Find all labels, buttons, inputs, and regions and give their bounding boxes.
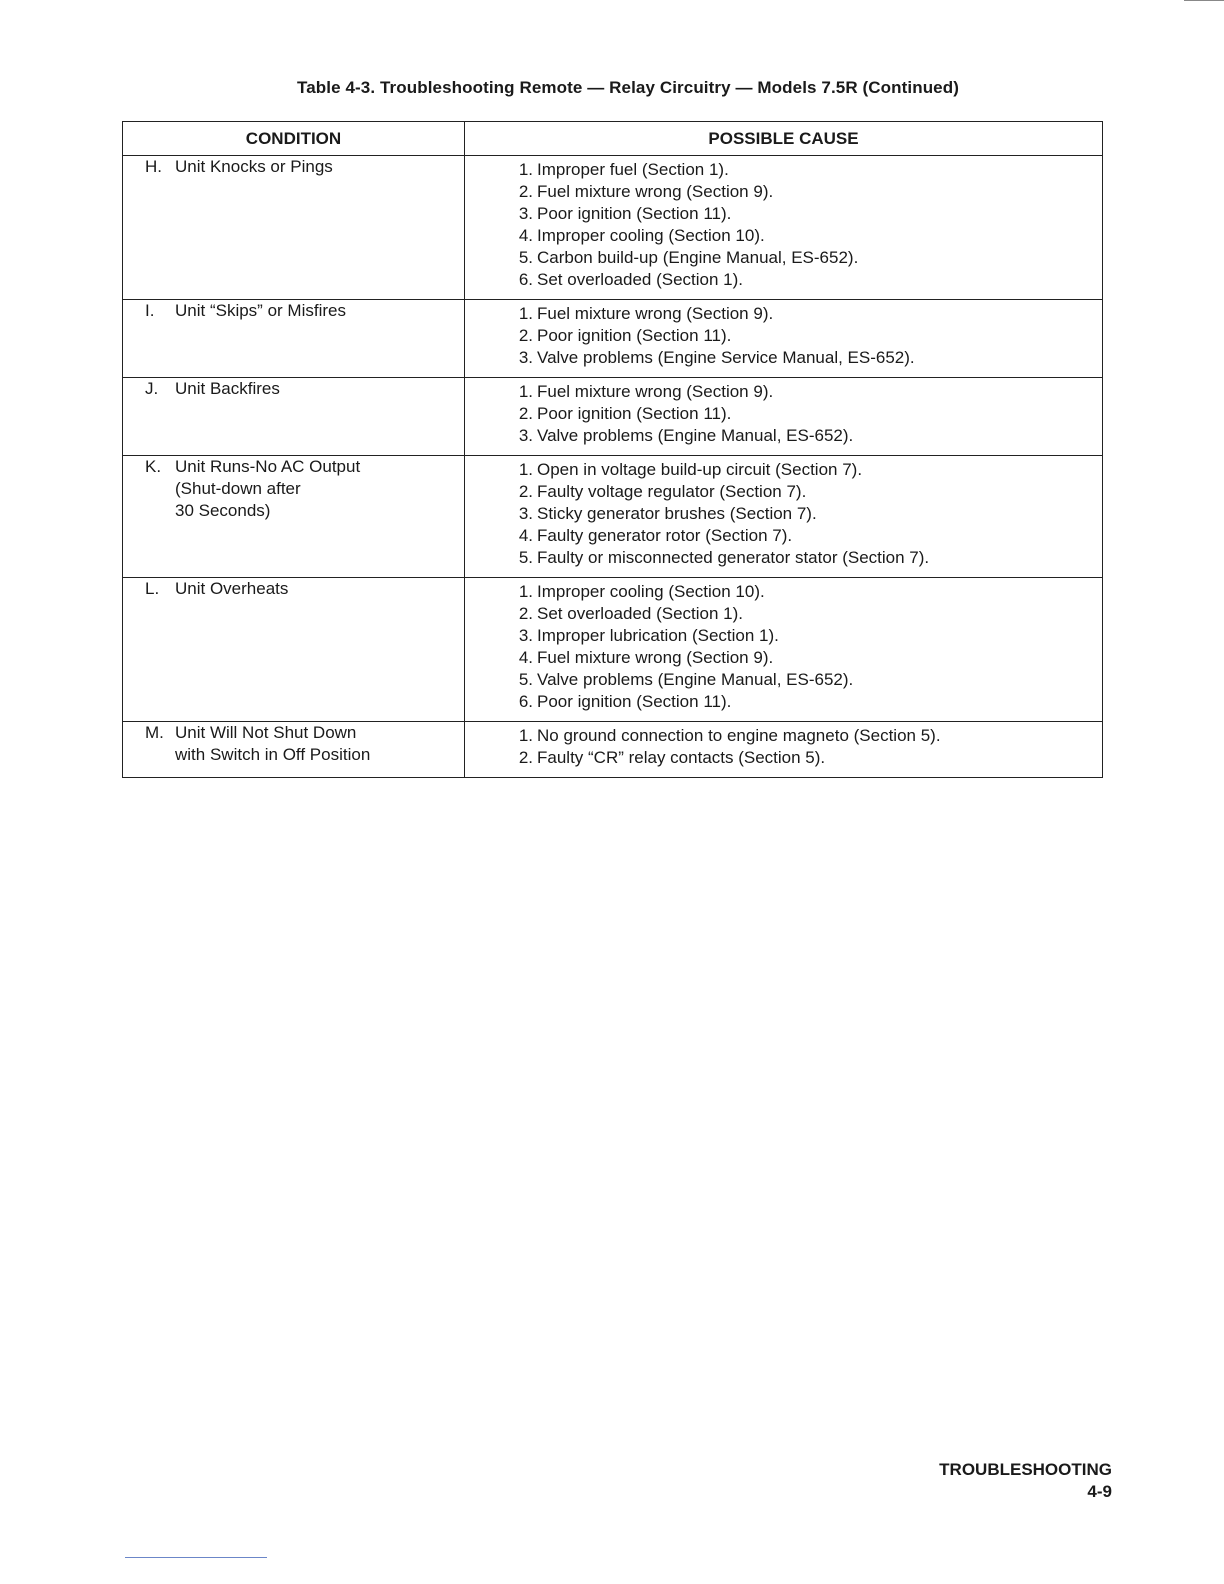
condition-line: Unit Will Not Shut Down	[175, 723, 357, 742]
cause-number: 1.	[518, 726, 533, 745]
cause-text: Fuel mixture wrong (Section 9).	[537, 648, 774, 667]
list-item	[465, 581, 1102, 603]
condition-letter: H.	[145, 157, 162, 176]
cause-text: Improper lubrication (Section 1).	[537, 626, 779, 645]
list-item	[465, 547, 1102, 569]
cause-number: 2.	[518, 404, 533, 423]
header-possible-cause: POSSIBLE CAUSE	[465, 122, 1103, 156]
table-row	[123, 722, 1103, 778]
cause-text: Poor ignition (Section 11).	[537, 204, 732, 223]
condition	[123, 578, 464, 600]
table-row	[123, 378, 1103, 456]
cause-number: 3.	[518, 504, 533, 523]
table-header-row	[123, 122, 1103, 156]
cause-text: Fuel mixture wrong (Section 9).	[537, 382, 774, 401]
cause-number: 1.	[518, 460, 533, 479]
condition-line: Unit Knocks or Pings	[175, 157, 333, 176]
list-item	[465, 603, 1102, 625]
list-item	[465, 481, 1102, 503]
cause-text: Faulty generator rotor (Section 7).	[537, 526, 793, 545]
cause-number: 4.	[518, 526, 533, 545]
condition	[123, 300, 464, 322]
condition	[123, 722, 464, 766]
condition-text	[175, 722, 370, 766]
cause-text: No ground connection to engine magneto (Section 5).	[537, 726, 941, 745]
condition-text	[175, 156, 333, 178]
cause-text: Faulty voltage regulator (Section 7).	[537, 482, 807, 501]
possible-cause-cell	[465, 156, 1103, 300]
condition-letter: I.	[145, 301, 155, 320]
condition-line: with Switch in Off Position	[175, 745, 371, 764]
cause-text: Poor ignition (Section 11).	[537, 404, 732, 423]
list-item	[465, 459, 1102, 481]
cause-text: Poor ignition (Section 11).	[537, 692, 732, 711]
cause-number: 2.	[518, 482, 533, 501]
footer-page-number: 4-9	[1087, 1482, 1112, 1501]
possible-cause-cell	[465, 722, 1103, 778]
table-body	[123, 156, 1103, 778]
cause-number: 4.	[518, 226, 533, 245]
top-edge-rule	[1184, 0, 1224, 1]
cause-text: Set overloaded (Section 1).	[537, 604, 744, 623]
cause-text: Valve problems (Engine Manual, ES-652).	[537, 426, 854, 445]
condition-line: Unit Overheats	[175, 579, 289, 598]
cause-text: Carbon build-up (Engine Manual, ES-652).	[537, 248, 859, 267]
condition-cell	[123, 722, 465, 778]
cause-number: 1.	[518, 582, 533, 601]
list-item	[465, 203, 1102, 225]
cause-number: 2.	[518, 604, 533, 623]
list-item	[465, 691, 1102, 713]
condition-text	[175, 578, 288, 600]
condition-line: Unit Runs-No AC Output	[175, 457, 361, 476]
cause-number: 5.	[518, 548, 533, 567]
condition-letter: J.	[145, 379, 159, 398]
cause-number: 1.	[518, 304, 533, 323]
list-item	[465, 225, 1102, 247]
page-title: Table 4-3. Troubleshooting Remote — Relay Circuitry — Models 7.5R (Continued)	[297, 78, 959, 97]
cause-list	[465, 722, 1102, 777]
cause-text: Faulty “CR” relay contacts (Section 5).	[537, 748, 826, 767]
possible-cause-cell	[465, 578, 1103, 722]
list-item	[465, 625, 1102, 647]
cause-number: 1.	[518, 382, 533, 401]
cause-number: 3.	[518, 348, 533, 367]
table-row	[123, 578, 1103, 722]
cause-number: 5.	[518, 670, 533, 689]
cause-number: 3.	[518, 426, 533, 445]
condition-cell	[123, 578, 465, 722]
possible-cause-cell	[465, 378, 1103, 456]
cause-text: Valve problems (Engine Service Manual, ES-652).	[537, 348, 915, 367]
condition-line: Unit Backfires	[175, 379, 280, 398]
list-item	[465, 347, 1102, 369]
possible-cause-cell	[465, 300, 1103, 378]
table-row	[123, 456, 1103, 578]
condition-text	[175, 456, 360, 522]
cause-text: Valve problems (Engine Manual, ES-652).	[537, 670, 854, 689]
cause-list	[465, 378, 1102, 455]
list-item	[465, 525, 1102, 547]
cause-list	[465, 578, 1102, 721]
condition	[123, 156, 464, 178]
cause-list	[465, 456, 1102, 577]
cause-list	[465, 156, 1102, 299]
condition-letter: L.	[145, 579, 160, 598]
cause-number: 1.	[518, 160, 533, 179]
condition-letter: M.	[145, 723, 164, 742]
condition-letter: K.	[145, 457, 162, 476]
list-item	[465, 159, 1102, 181]
table-row	[123, 300, 1103, 378]
cause-number: 5.	[518, 248, 533, 267]
cause-text: Faulty or misconnected generator stator (Section 7).	[537, 548, 930, 567]
cause-list	[465, 300, 1102, 377]
condition-cell	[123, 300, 465, 378]
list-item	[465, 303, 1102, 325]
bottom-edge-rule	[125, 1557, 267, 1558]
cause-number: 4.	[518, 648, 533, 667]
cause-number: 2.	[518, 182, 533, 201]
cause-text: Improper fuel (Section 1).	[537, 160, 729, 179]
cause-text: Set overloaded (Section 1).	[537, 270, 744, 289]
list-item	[465, 325, 1102, 347]
list-item	[465, 269, 1102, 291]
cause-number: 6.	[518, 692, 533, 711]
footer-section-title: TROUBLESHOOTING	[939, 1460, 1112, 1479]
troubleshooting-table	[122, 121, 1103, 778]
table-row	[123, 156, 1103, 300]
condition-line: Unit “Skips” or Misfires	[175, 301, 346, 320]
list-item	[465, 647, 1102, 669]
condition-line: (Shut-down after	[175, 479, 301, 498]
list-item	[465, 669, 1102, 691]
cause-text: Fuel mixture wrong (Section 9).	[537, 304, 774, 323]
cause-number: 2.	[518, 748, 533, 767]
header-condition: CONDITION	[123, 122, 465, 156]
condition-text	[175, 378, 280, 400]
cause-number: 2.	[518, 326, 533, 345]
cause-number: 6.	[518, 270, 533, 289]
list-item	[465, 247, 1102, 269]
cause-number: 3.	[518, 204, 533, 223]
cause-text: Improper cooling (Section 10).	[537, 582, 765, 601]
list-item	[465, 403, 1102, 425]
condition	[123, 456, 464, 522]
list-item	[465, 381, 1102, 403]
list-item	[465, 725, 1102, 747]
list-item	[465, 747, 1102, 769]
condition-text	[175, 300, 346, 322]
condition-cell	[123, 378, 465, 456]
possible-cause-cell	[465, 456, 1103, 578]
cause-text: Improper cooling (Section 10).	[537, 226, 765, 245]
cause-text: Fuel mixture wrong (Section 9).	[537, 182, 774, 201]
condition-cell	[123, 156, 465, 300]
cause-text: Poor ignition (Section 11).	[537, 326, 732, 345]
list-item	[465, 181, 1102, 203]
condition-line: 30 Seconds)	[175, 501, 271, 520]
cause-text: Sticky generator brushes (Section 7).	[537, 504, 817, 523]
condition	[123, 378, 464, 400]
condition-cell	[123, 456, 465, 578]
list-item	[465, 503, 1102, 525]
list-item	[465, 425, 1102, 447]
cause-number: 3.	[518, 626, 533, 645]
cause-text: Open in voltage build-up circuit (Section 7).	[537, 460, 863, 479]
